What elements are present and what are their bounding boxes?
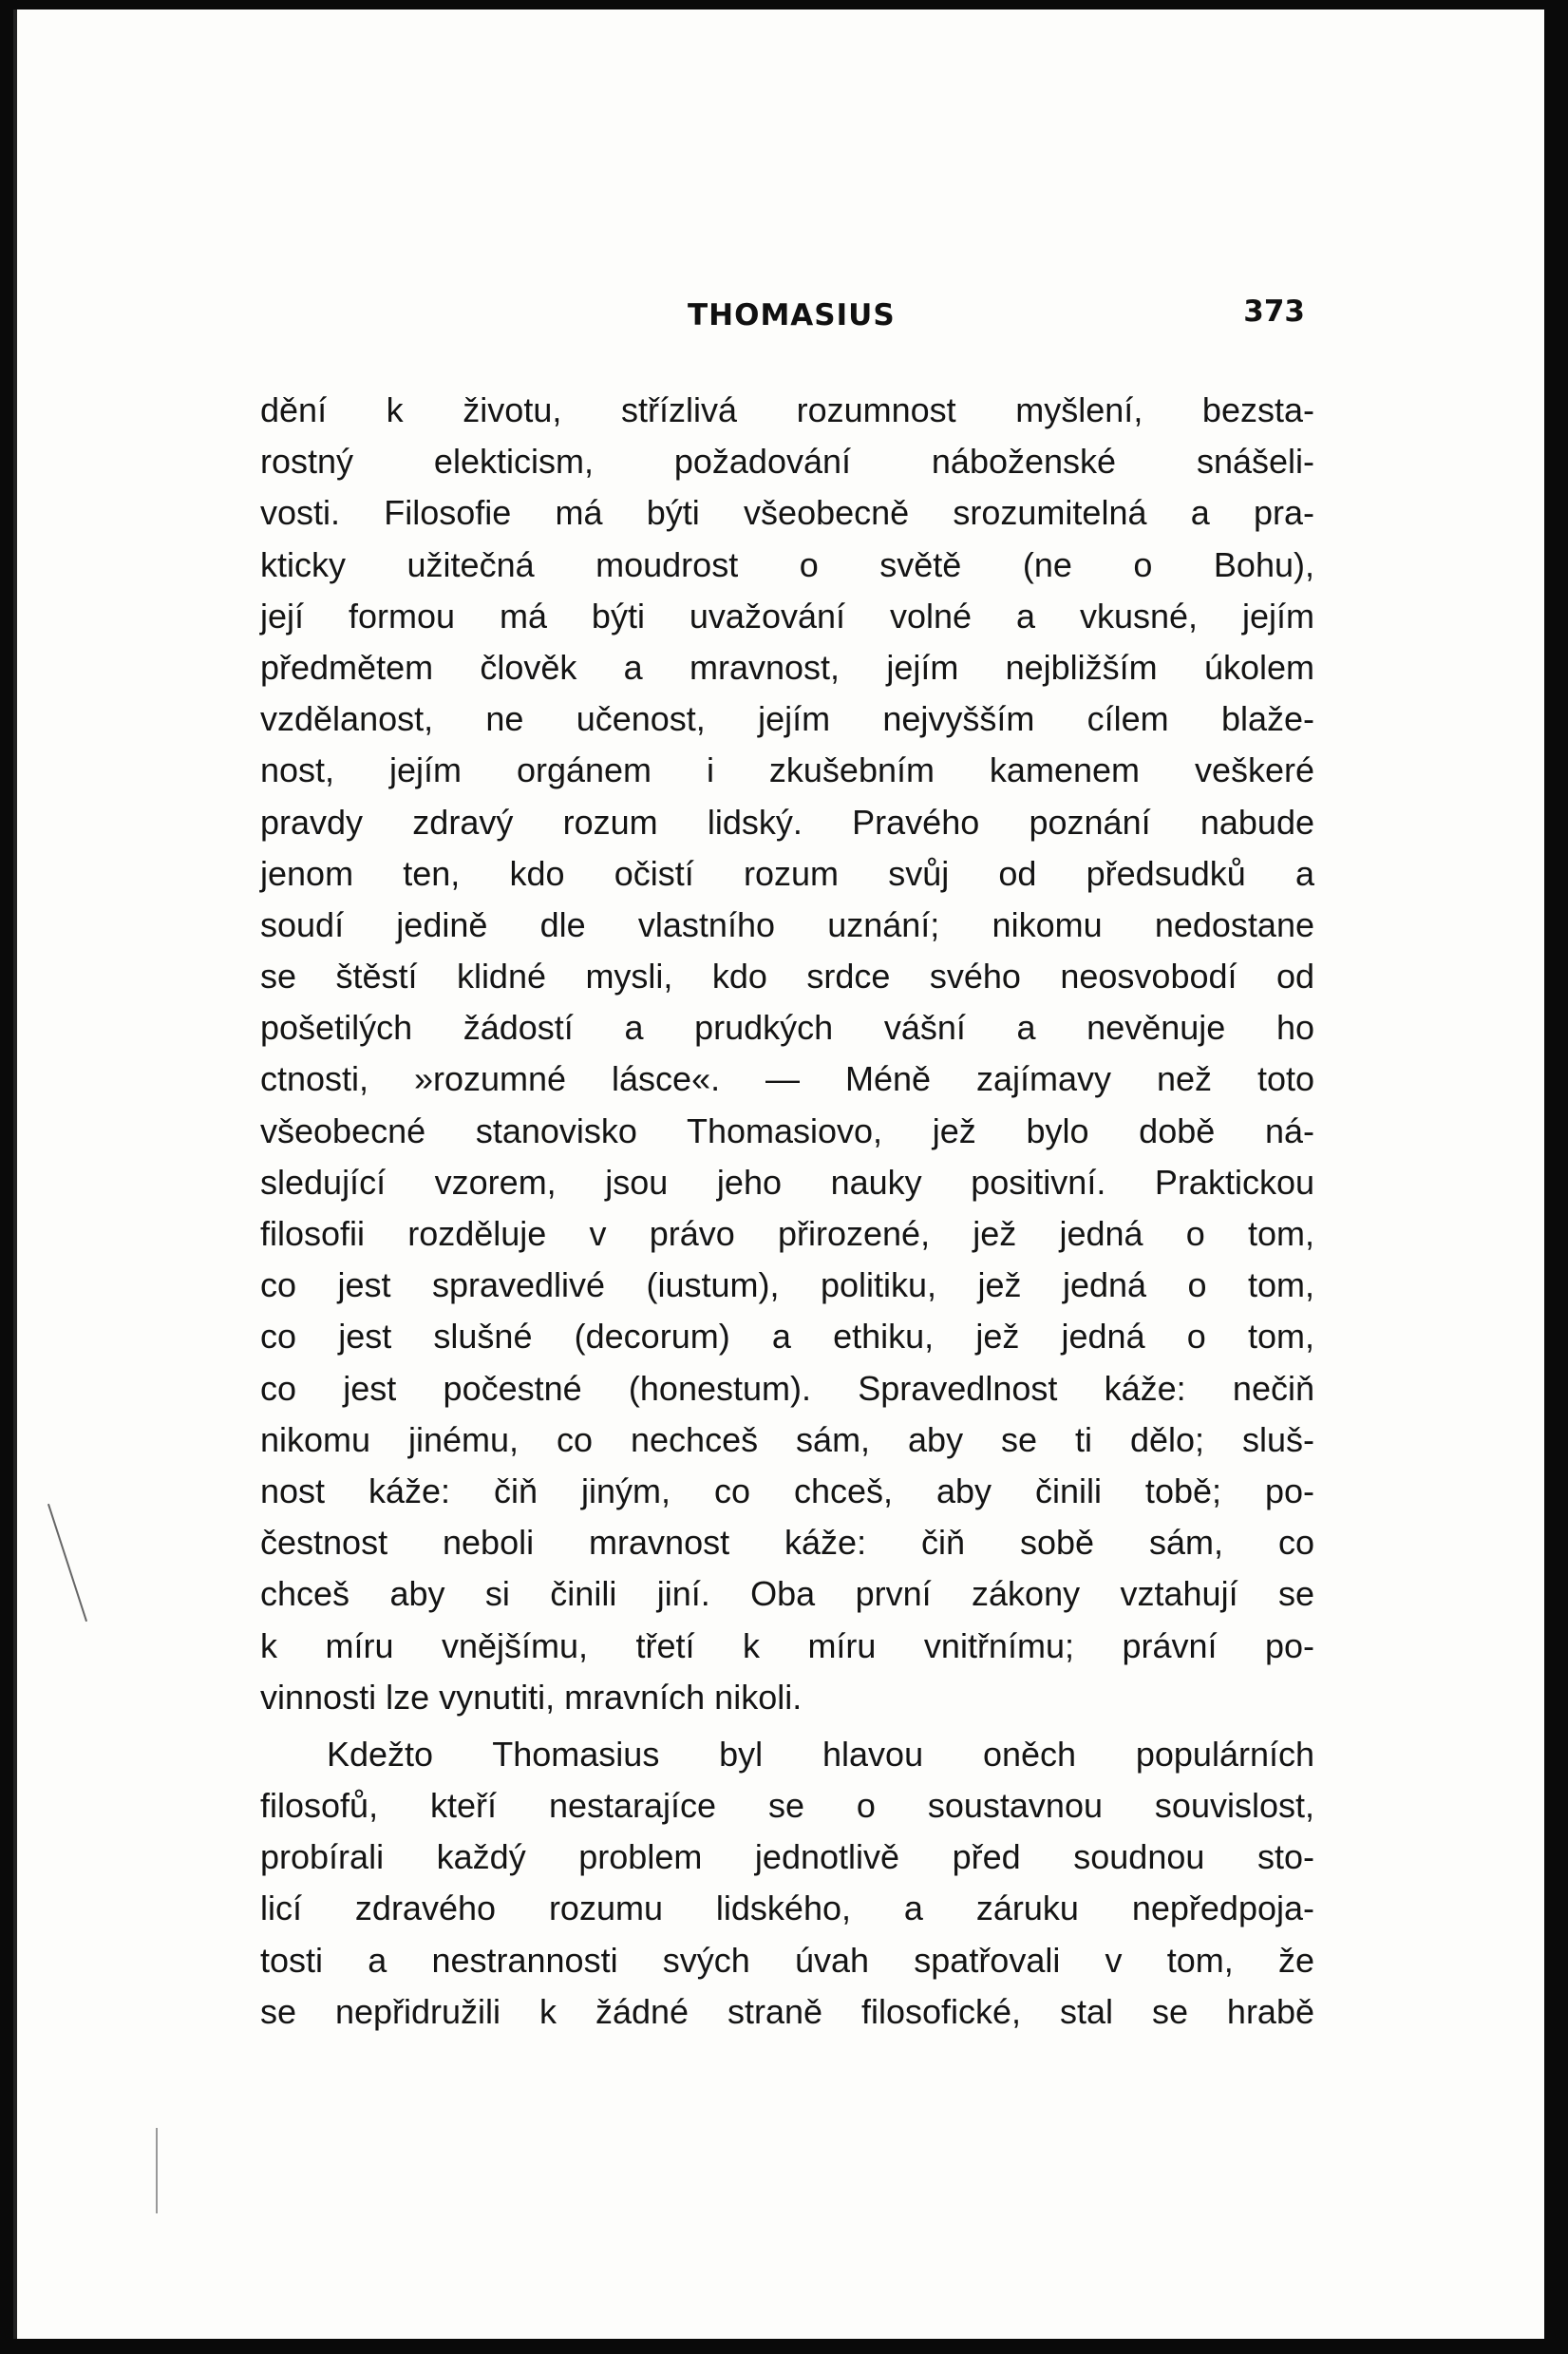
- text-line: čestnost neboli mravnost káže: čiň sobě sám, co: [260, 1523, 1314, 1563]
- text-line: její formou má býti uvažování volné a vkusné, jejím: [260, 596, 1314, 636]
- text-line: co jest počestné (honestum). Spravedlnost káže: nečiň: [260, 1368, 1314, 1408]
- text-line: Kdežto Thomasius byl hlavou oněch populárních: [327, 1734, 1314, 1774]
- text-line: soudí jedině dle vlastního uznání; nikomu nedostane: [260, 904, 1314, 944]
- text-line: ctnosti, »rozumné lásce«. — Méně zajímavy než toto: [260, 1059, 1314, 1099]
- running-head: THOMASIUS: [688, 298, 896, 332]
- text-line: vinnosti lze vynutiti, mravních nikoli.: [260, 1677, 803, 1717]
- page-number: 373: [1243, 294, 1305, 329]
- page-header: [260, 293, 1305, 331]
- text-line: kticky užitečná moudrost o světě (ne o Bohu),: [260, 544, 1314, 584]
- text-line: všeobecné stanovisko Thomasiovo, jež bylo době ná-: [260, 1111, 1314, 1150]
- text-line: k míru vnějšímu, třetí k míru vnitřnímu; právní po-: [260, 1625, 1314, 1665]
- text-line: nost, jejím orgánem i zkušebním kamenem veškeré: [260, 750, 1314, 790]
- scan-mark: [156, 2128, 158, 2213]
- book-page: [13, 9, 1544, 2339]
- text-line: chceš aby si činili jiní. Oba první zákony vztahují se: [260, 1574, 1314, 1614]
- text-line: licí zdravého rozumu lidského, a záruku nepředpoja-: [260, 1889, 1314, 1928]
- text-line: sledující vzorem, jsou jeho nauky positivní. Praktickou: [260, 1162, 1314, 1202]
- text-line: se nepřidružili k žádné straně filosofické, stal se hrabě: [260, 1991, 1314, 2031]
- text-line: nikomu jinému, co nechceš sám, aby se ti dělo; sluš-: [260, 1419, 1314, 1459]
- text-line: co jest spravedlivé (iustum), politiku, jež jedná o tom,: [260, 1265, 1314, 1305]
- scan-mark: [47, 1504, 87, 1622]
- text-line: filosofů, kteří nestarajíce se o soustavnou souvislost,: [260, 1786, 1314, 1826]
- text-line: vzdělanost, ne učenost, jejím nejvyšším cílem blaže-: [260, 699, 1314, 739]
- text-line: probírali každý problem jednotlivě před soudnou sto-: [260, 1837, 1314, 1877]
- text-line: dění k životu, střízlivá rozumnost myšlení, bezsta-: [260, 390, 1314, 429]
- text-line: předmětem člověk a mravnost, jejím nejbližším úkolem: [260, 647, 1314, 687]
- text-line: filosofii rozděluje v právo přirozené, jež jedná o tom,: [260, 1214, 1314, 1253]
- text-line: co jest slušné (decorum) a ethiku, jež jedná o tom,: [260, 1317, 1314, 1357]
- text-line: nost káže: čiň jiným, co chceš, aby činili tobě; po-: [260, 1471, 1314, 1510]
- text-line: tosti a nestrannosti svých úvah spatřovali v tom, že: [260, 1940, 1314, 1980]
- page-edge-shadow: [13, 9, 17, 2339]
- text-line: jenom ten, kdo očistí rozum svůj od předsudků a: [260, 853, 1314, 893]
- text-line: pošetilých žádostí a prudkých vášní a nevěnuje ho: [260, 1008, 1314, 1048]
- text-line: vosti. Filosofie má býti všeobecně srozumitelná a pra-: [260, 493, 1314, 533]
- text-line: rostný elekticism, požadování náboženské snášeli-: [260, 442, 1314, 482]
- body-text: [260, 385, 1314, 2038]
- text-line: se štěstí klidné mysli, kdo srdce svého neosvobodí od: [260, 957, 1314, 997]
- text-line: pravdy zdravý rozum lidský. Pravého poznání nabude: [260, 802, 1314, 842]
